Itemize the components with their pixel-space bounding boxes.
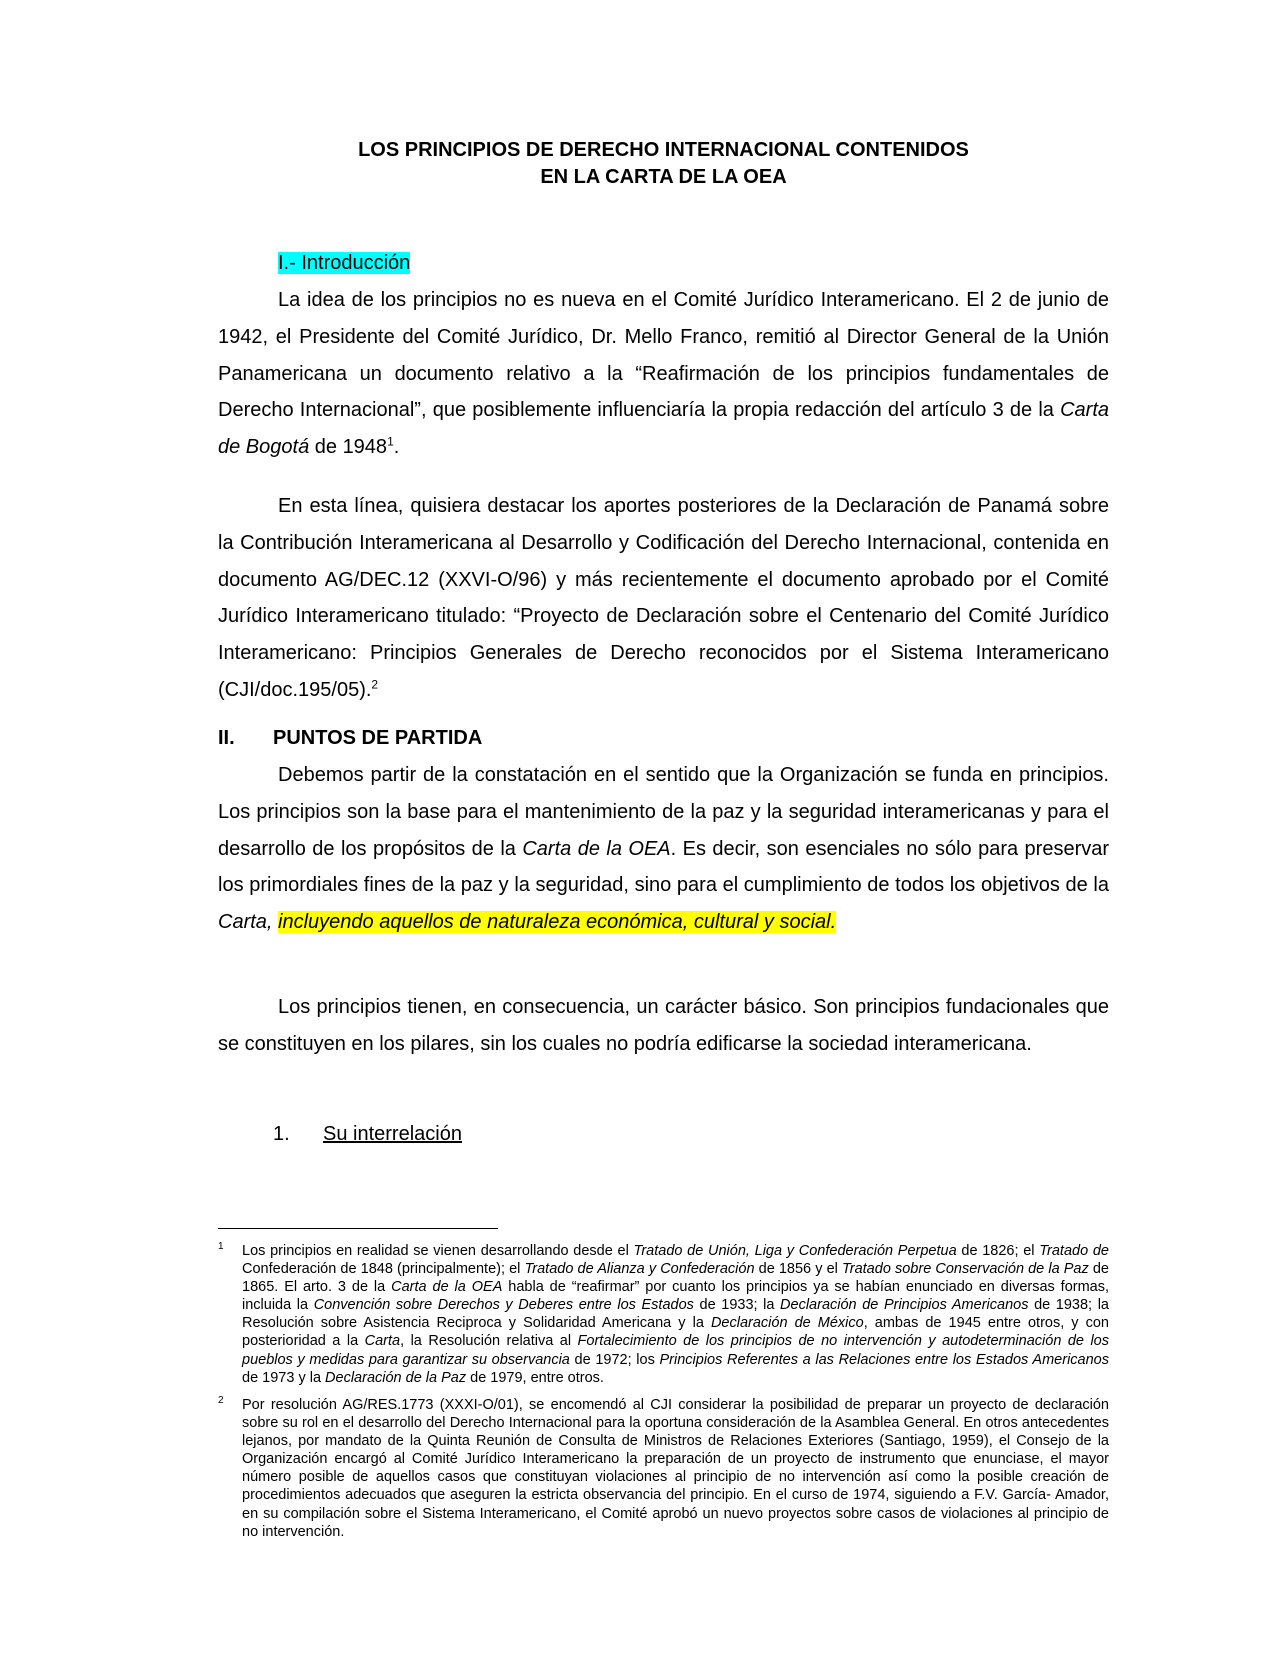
title-line-1: LOS PRINCIPIOS DE DERECHO INTERNACIONAL CONTENIDOS <box>358 139 969 161</box>
fn1-italic: Carta <box>364 1333 401 1350</box>
footnote-2-text: Por resolución AG/RES.1773 (XXXI-O/01), se encomendó al CJI considerar la posibilidad de preparar un proyecto de declaración sobre su rol en el desarrollo del Derecho Internacional para la oportuna consideración de la Asamblea General. En otros antecedentes lejanos, por mandato de la Quinta Reunión de Consulta de Ministros de Relaciones Exteriores (Santiago, 1959), el Consejo de la Organización encargó al Comité Jurídico Interamericano la preparación de un proyecto de instrumento que enunciase, el mayor número posible de aquellos casos que constituyan violaciones al principio de no intervención así como la posible creación de procedimientos adecuados que aseguren la estricta observancia del principio. En el curso de 1974, siguiendo a F.V. García- Amador, en su compilación sobre el Sistema Interamericano, el Comité aprobó un nuevo proyectos sobre casos de violaciones al principio de no intervención. <box>242 1397 1109 1540</box>
subsection-1-heading <box>273 1120 462 1148</box>
section-2-number: II. <box>218 727 235 749</box>
footnote-2-mark: 2 <box>218 1395 224 1406</box>
fn1-seg: de 1938; la Resolución sobre Asistencia Reciproca y Solidaridad Americana y la <box>242 1297 1109 1332</box>
document-title <box>218 137 1109 191</box>
intro-paragraph-1 <box>218 282 1109 466</box>
fn1-italic: Declaración de la Paz <box>325 1369 467 1386</box>
fn1-italic: Declaración de Principios Americanos <box>780 1297 1029 1314</box>
footnote-1 <box>218 1242 1109 1387</box>
fn1-italic: Principios Referentes a las Relaciones entre los Estados Americanos <box>659 1351 1109 1368</box>
fn1-italic: Convención sobre Derechos y Deberes entre los Estados <box>313 1297 694 1314</box>
subsection-1-title: Su interrelación <box>323 1123 462 1145</box>
footnote-1-text <box>242 1242 1109 1387</box>
fn1-seg: de 1933; la <box>693 1297 781 1314</box>
section-2-title: PUNTOS DE PARTIDA <box>273 727 483 749</box>
p1-text-b: de 1948 <box>309 436 388 459</box>
fn1-seg: de 1972; los <box>569 1351 660 1368</box>
fn1-seg: de 1826; el <box>956 1243 1040 1259</box>
fn1-seg: Los principios en realidad se vienen desarrollando desde el <box>242 1243 634 1259</box>
fn1-italic: Tratado sobre Conservación de la Paz <box>841 1261 1089 1278</box>
fn1-italic: Tratado de <box>1039 1243 1109 1259</box>
fn1-seg: , la Resolución relativa al <box>400 1333 578 1350</box>
p1-italic: Carta de Bogotá <box>218 399 1109 459</box>
fn1-italic: Carta de la OEA <box>391 1279 503 1296</box>
footnote-ref-2[interactable]: 2 <box>371 677 379 692</box>
fn1-italic: Tratado de Alianza y Confederación <box>524 1261 755 1278</box>
fn1-italic: Tratado de Unión, Liga y Confederación Perpetua <box>633 1243 957 1259</box>
footnote-ref-1[interactable]: 1 <box>387 434 394 449</box>
intro-paragraph-2 <box>218 488 1109 709</box>
fn1-italic: Fortalecimiento de los principios de no intervención y autodeterminación de los pueblos y medidas para garantizar su observancia <box>242 1333 1109 1368</box>
fn1-italic: Declaración de México <box>710 1315 864 1332</box>
fn1-seg: de 1973 y la <box>242 1369 326 1386</box>
fn1-seg: de 1865. El arto. 3 de la <box>242 1261 1109 1296</box>
p3-highlight: incluyendo aquellos de naturaleza económica, cultural y social. <box>278 911 837 934</box>
title-line-2: EN LA CARTA DE LA OEA <box>540 166 787 188</box>
fn1-seg: Confederación de 1848 (principalmente); el <box>242 1261 525 1278</box>
fn1-seg: , ambas de 1945 entre otros, y con posterioridad a la <box>242 1315 1109 1350</box>
p3-italic-b: Carta, <box>218 911 273 934</box>
p2-text: En esta línea, quisiera destacar los aportes posteriores de la Declaración de Panamá sobre la Contribución Interamericana al Desarrollo y Codificación del Derecho Internacional, contenida en documento AG/DEC.12 (XXVI-O/96) y más recientemente el documento aprobado por el Comité Jurídico Interamericano titulado: “Proyecto de Declaración sobre el Centenario del Comité Jurídico Interamericano: Principios Generales de Derecho reconocidos por el Sistema Interamericano (CJI/doc.195/05). <box>218 495 1109 701</box>
p3-text-a: Debemos partir de la constatación en el sentido que la Organización se funda en principios. Los principios son la base para el mantenimiento de la paz y la seguridad interamericanas y para el desarrollo de los propósitos de la <box>218 764 1109 860</box>
p1-text-a: La idea de los principios no es nueva en el Comité Jurídico Interamericano. El 2 de junio de 1942, el Presidente del Comité Jurídico, Dr. Mello Franco, remitió al Director General de la Unión Panamericana un documento relativo a la “Reafirmación de los principios fundamentales de Derecho Internacional”, que posiblemente influenciaría la propia redacción del artículo 3 de la <box>218 289 1109 422</box>
section-1-heading <box>278 249 410 277</box>
subsection-1-number: 1. <box>273 1123 290 1145</box>
section-1-heading-text: I.- Introducción <box>278 252 411 274</box>
section-2-heading <box>218 724 482 752</box>
p1-text-c: . <box>393 436 400 459</box>
footnote-2 <box>218 1396 1109 1541</box>
fn1-seg: de 1856 y el <box>754 1261 842 1278</box>
footnote-separator <box>218 1228 498 1229</box>
p3-italic-a: Carta de la OEA <box>522 837 671 860</box>
p3-text-b: . Es decir, son esenciales no sólo para preservar los primordiales fines de la paz y la seguridad, sino para el cumplimiento de todos los objetivos de la <box>218 837 1110 897</box>
fn1-seg: habla de “reafirmar” por cuanto los principios ya se habían enunciado en diversas formas, incluida la <box>242 1279 1110 1314</box>
fn1-seg: de 1979, entre otros. <box>466 1369 604 1386</box>
body-paragraph-3 <box>218 757 1109 941</box>
body-paragraph-4: Los principios tienen, en consecuencia, un carácter básico. Son principios fundacionales que se constituyen en los pilares, sin los cuales no podría edificarse la sociedad interamericana. <box>218 996 1109 1055</box>
footnote-1-mark: 1 <box>218 1241 224 1252</box>
